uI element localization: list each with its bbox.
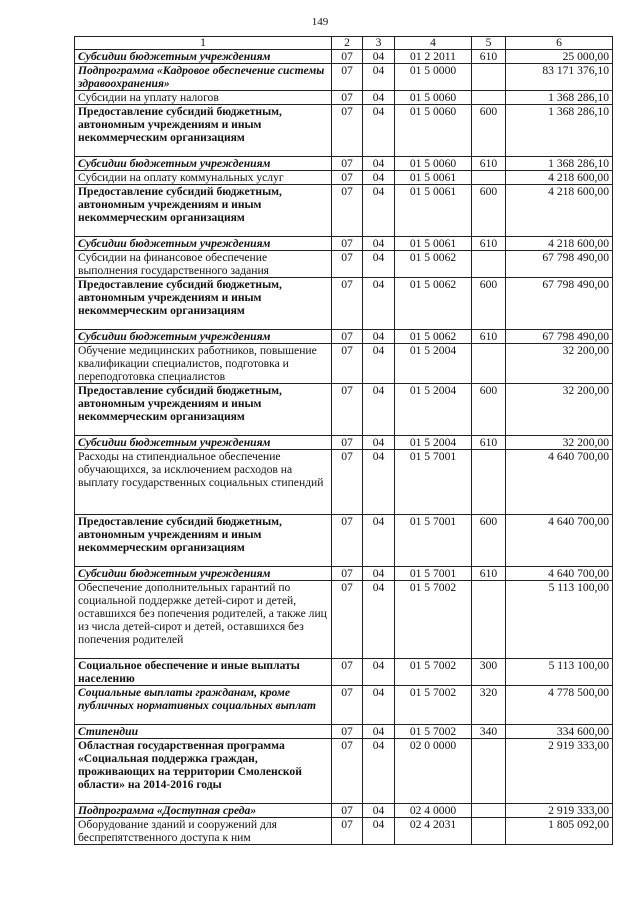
row-description: Стипендии	[75, 725, 332, 739]
row-col-3: 04	[363, 344, 395, 384]
table-row	[75, 384, 613, 436]
row-description: Социальное обеспечение и иные выплаты населению	[75, 659, 332, 686]
row-col-3: 04	[363, 251, 395, 278]
row-expense-type	[472, 171, 506, 185]
row-expense-type	[472, 804, 506, 818]
row-amount: 4 778 500,00	[506, 686, 613, 725]
table-row	[75, 804, 613, 818]
row-target-code: 01 5 0000	[395, 64, 472, 91]
row-expense-type: 600	[472, 384, 506, 436]
row-amount: 1 368 286,10	[506, 91, 613, 105]
table-row	[75, 686, 613, 725]
table-row	[75, 330, 613, 344]
row-target-code: 01 5 0061	[395, 171, 472, 185]
row-expense-type: 610	[472, 157, 506, 171]
row-description: Субсидии на оплату коммунальных услуг	[75, 171, 332, 185]
row-expense-type: 600	[472, 105, 506, 157]
row-amount: 83 171 376,10	[506, 64, 613, 91]
row-col-3: 04	[363, 105, 395, 157]
row-amount: 32 200,00	[506, 384, 613, 436]
row-col-2: 07	[332, 818, 363, 845]
row-col-2: 07	[332, 278, 363, 330]
row-description: Подпрограмма «Кадровое обеспечение системы здравоохранения»	[75, 64, 332, 91]
row-description: Субсидии на финансовое обеспечение выполнения государственного задания	[75, 251, 332, 278]
header-col-5: 5	[472, 37, 506, 50]
row-description: Субсидии бюджетным учреждениям	[75, 567, 332, 581]
row-description: Предоставление субсидий бюджетным, автономным учреждениям и иным некоммерческим организациям	[75, 105, 332, 157]
row-target-code: 01 5 0060	[395, 91, 472, 105]
row-target-code: 01 5 0062	[395, 278, 472, 330]
table-row	[75, 50, 613, 64]
row-expense-type: 610	[472, 567, 506, 581]
table-row	[75, 725, 613, 739]
row-col-2: 07	[332, 171, 363, 185]
row-col-2: 07	[332, 157, 363, 171]
table-row	[75, 157, 613, 171]
row-col-3: 04	[363, 185, 395, 237]
row-expense-type	[472, 64, 506, 91]
table-row	[75, 515, 613, 567]
row-col-2: 07	[332, 251, 363, 278]
row-target-code: 01 5 2004	[395, 436, 472, 450]
table-row	[75, 659, 613, 686]
row-description: Оборудование зданий и сооружений для беспрепятственного доступа к ним	[75, 818, 332, 845]
row-col-2: 07	[332, 725, 363, 739]
row-col-2: 07	[332, 659, 363, 686]
row-amount: 4 218 600,00	[506, 237, 613, 251]
row-target-code: 01 5 0061	[395, 185, 472, 237]
row-description: Предоставление субсидий бюджетным, автономным учреждениям и иным некоммерческим организациям	[75, 515, 332, 567]
row-col-2: 07	[332, 804, 363, 818]
row-amount: 67 798 490,00	[506, 251, 613, 278]
row-description: Субсидии бюджетным учреждениям	[75, 237, 332, 251]
header-col-6: 6	[506, 37, 613, 50]
table-row	[75, 818, 613, 845]
row-description: Подпрограмма «Доступная среда»	[75, 804, 332, 818]
row-description: Обучение медицинских работников, повышение квалификации специалистов, подготовка и переподготовка специалистов	[75, 344, 332, 384]
row-col-2: 07	[332, 344, 363, 384]
row-expense-type: 340	[472, 725, 506, 739]
row-col-3: 04	[363, 91, 395, 105]
row-target-code: 01 5 0060	[395, 105, 472, 157]
row-col-3: 04	[363, 157, 395, 171]
table-row	[75, 436, 613, 450]
row-col-3: 04	[363, 50, 395, 64]
row-target-code: 02 4 2031	[395, 818, 472, 845]
row-target-code: 01 2 2011	[395, 50, 472, 64]
row-description: Субсидии бюджетным учреждениям	[75, 157, 332, 171]
row-amount: 2 919 333,00	[506, 739, 613, 804]
row-col-2: 07	[332, 581, 363, 659]
row-target-code: 01 5 7002	[395, 581, 472, 659]
table-row	[75, 739, 613, 804]
row-expense-type	[472, 251, 506, 278]
row-target-code: 01 5 2004	[395, 384, 472, 436]
row-amount: 334 600,00	[506, 725, 613, 739]
table-header	[75, 37, 613, 50]
row-description: Предоставление субсидий бюджетным, автономным учреждениям и иным некоммерческим организациям	[75, 185, 332, 237]
row-amount: 5 113 100,00	[506, 659, 613, 686]
table-row	[75, 91, 613, 105]
row-expense-type	[472, 739, 506, 804]
table-row	[75, 171, 613, 185]
row-expense-type: 610	[472, 50, 506, 64]
row-expense-type: 600	[472, 515, 506, 567]
row-col-3: 04	[363, 581, 395, 659]
row-col-2: 07	[332, 105, 363, 157]
row-expense-type: 600	[472, 185, 506, 237]
row-description: Расходы на стипендиальное обеспечение обучающихся, за исключением расходов на выплату государственных социальных стипендий	[75, 450, 332, 515]
row-amount: 4 640 700,00	[506, 515, 613, 567]
row-amount: 32 200,00	[506, 344, 613, 384]
table-row	[75, 105, 613, 157]
row-col-2: 07	[332, 450, 363, 515]
row-col-3: 04	[363, 739, 395, 804]
row-amount: 4 218 600,00	[506, 185, 613, 237]
row-col-2: 07	[332, 384, 363, 436]
row-description: Субсидии бюджетным учреждениям	[75, 436, 332, 450]
row-amount: 2 919 333,00	[506, 804, 613, 818]
row-amount: 32 200,00	[506, 436, 613, 450]
row-amount: 1 805 092,00	[506, 818, 613, 845]
row-expense-type: 600	[472, 278, 506, 330]
row-expense-type: 300	[472, 659, 506, 686]
row-target-code: 01 5 7002	[395, 659, 472, 686]
table-row	[75, 567, 613, 581]
header-col-1: 1	[75, 37, 332, 50]
row-description: Субсидии на уплату налогов	[75, 91, 332, 105]
row-col-3: 04	[363, 64, 395, 91]
row-amount: 5 113 100,00	[506, 581, 613, 659]
row-target-code: 02 0 0000	[395, 739, 472, 804]
row-expense-type	[472, 450, 506, 515]
row-col-3: 04	[363, 171, 395, 185]
row-amount: 67 798 490,00	[506, 278, 613, 330]
row-col-2: 07	[332, 50, 363, 64]
row-col-3: 04	[363, 515, 395, 567]
row-col-3: 04	[363, 725, 395, 739]
row-expense-type	[472, 818, 506, 845]
row-target-code: 01 5 7002	[395, 725, 472, 739]
row-description: Субсидии бюджетным учреждениям	[75, 330, 332, 344]
header-col-2: 2	[332, 37, 363, 50]
row-target-code: 01 5 0062	[395, 251, 472, 278]
row-description: Областная государственная программа «Социальная поддержка граждан, проживающих на территории Смоленской области» на 2014-2016 годы	[75, 739, 332, 804]
row-amount: 25 000,00	[506, 50, 613, 64]
row-target-code: 01 5 7001	[395, 450, 472, 515]
row-col-2: 07	[332, 436, 363, 450]
row-amount: 1 368 286,10	[506, 157, 613, 171]
row-col-3: 04	[363, 567, 395, 581]
row-col-2: 07	[332, 330, 363, 344]
row-target-code: 01 5 2004	[395, 344, 472, 384]
row-col-3: 04	[363, 450, 395, 515]
row-col-3: 04	[363, 330, 395, 344]
row-col-3: 04	[363, 237, 395, 251]
row-target-code: 01 5 7002	[395, 686, 472, 725]
budget-table	[74, 36, 613, 845]
row-target-code: 02 4 0000	[395, 804, 472, 818]
row-expense-type: 610	[472, 330, 506, 344]
header-col-4: 4	[395, 37, 472, 50]
row-amount: 1 368 286,10	[506, 105, 613, 157]
row-col-2: 07	[332, 739, 363, 804]
row-expense-type	[472, 581, 506, 659]
row-col-2: 07	[332, 237, 363, 251]
row-target-code: 01 5 0061	[395, 237, 472, 251]
row-col-3: 04	[363, 686, 395, 725]
header-col-3: 3	[363, 37, 395, 50]
row-target-code: 01 5 7001	[395, 567, 472, 581]
row-amount: 4 640 700,00	[506, 450, 613, 515]
row-col-2: 07	[332, 64, 363, 91]
row-expense-type: 610	[472, 436, 506, 450]
row-expense-type	[472, 344, 506, 384]
table-row	[75, 64, 613, 91]
row-col-2: 07	[332, 91, 363, 105]
row-amount: 4 218 600,00	[506, 171, 613, 185]
row-expense-type: 320	[472, 686, 506, 725]
table-row	[75, 344, 613, 384]
row-description: Обеспечение дополнительных гарантий по социальной поддержке детей-сирот и детей, оставшихся без попечения родителей, а также лиц из числа детей-сирот и детей, оставшихся без попечения родителей	[75, 581, 332, 659]
row-target-code: 01 5 0060	[395, 157, 472, 171]
row-amount: 4 640 700,00	[506, 567, 613, 581]
row-description: Субсидии бюджетным учреждениям	[75, 50, 332, 64]
row-col-2: 07	[332, 567, 363, 581]
row-target-code: 01 5 0062	[395, 330, 472, 344]
table-body	[75, 50, 613, 845]
row-col-3: 04	[363, 384, 395, 436]
row-expense-type: 610	[472, 237, 506, 251]
row-col-2: 07	[332, 185, 363, 237]
row-col-3: 04	[363, 818, 395, 845]
table-row	[75, 251, 613, 278]
row-col-3: 04	[363, 436, 395, 450]
table-row	[75, 581, 613, 659]
row-description: Социальные выплаты гражданам, кроме публичных нормативных социальных выплат	[75, 686, 332, 725]
table-row	[75, 450, 613, 515]
row-col-3: 04	[363, 804, 395, 818]
table-row	[75, 278, 613, 330]
page-number: 149	[311, 16, 329, 28]
table-row	[75, 185, 613, 237]
row-col-3: 04	[363, 659, 395, 686]
row-col-2: 07	[332, 686, 363, 725]
row-col-2: 07	[332, 515, 363, 567]
row-target-code: 01 5 7001	[395, 515, 472, 567]
row-expense-type	[472, 91, 506, 105]
table-row	[75, 237, 613, 251]
row-col-3: 04	[363, 278, 395, 330]
row-description: Предоставление субсидий бюджетным, автономным учреждениям и иным некоммерческим организациям	[75, 384, 332, 436]
row-amount: 67 798 490,00	[506, 330, 613, 344]
row-description: Предоставление субсидий бюджетным, автономным учреждениям и иным некоммерческим организациям	[75, 278, 332, 330]
